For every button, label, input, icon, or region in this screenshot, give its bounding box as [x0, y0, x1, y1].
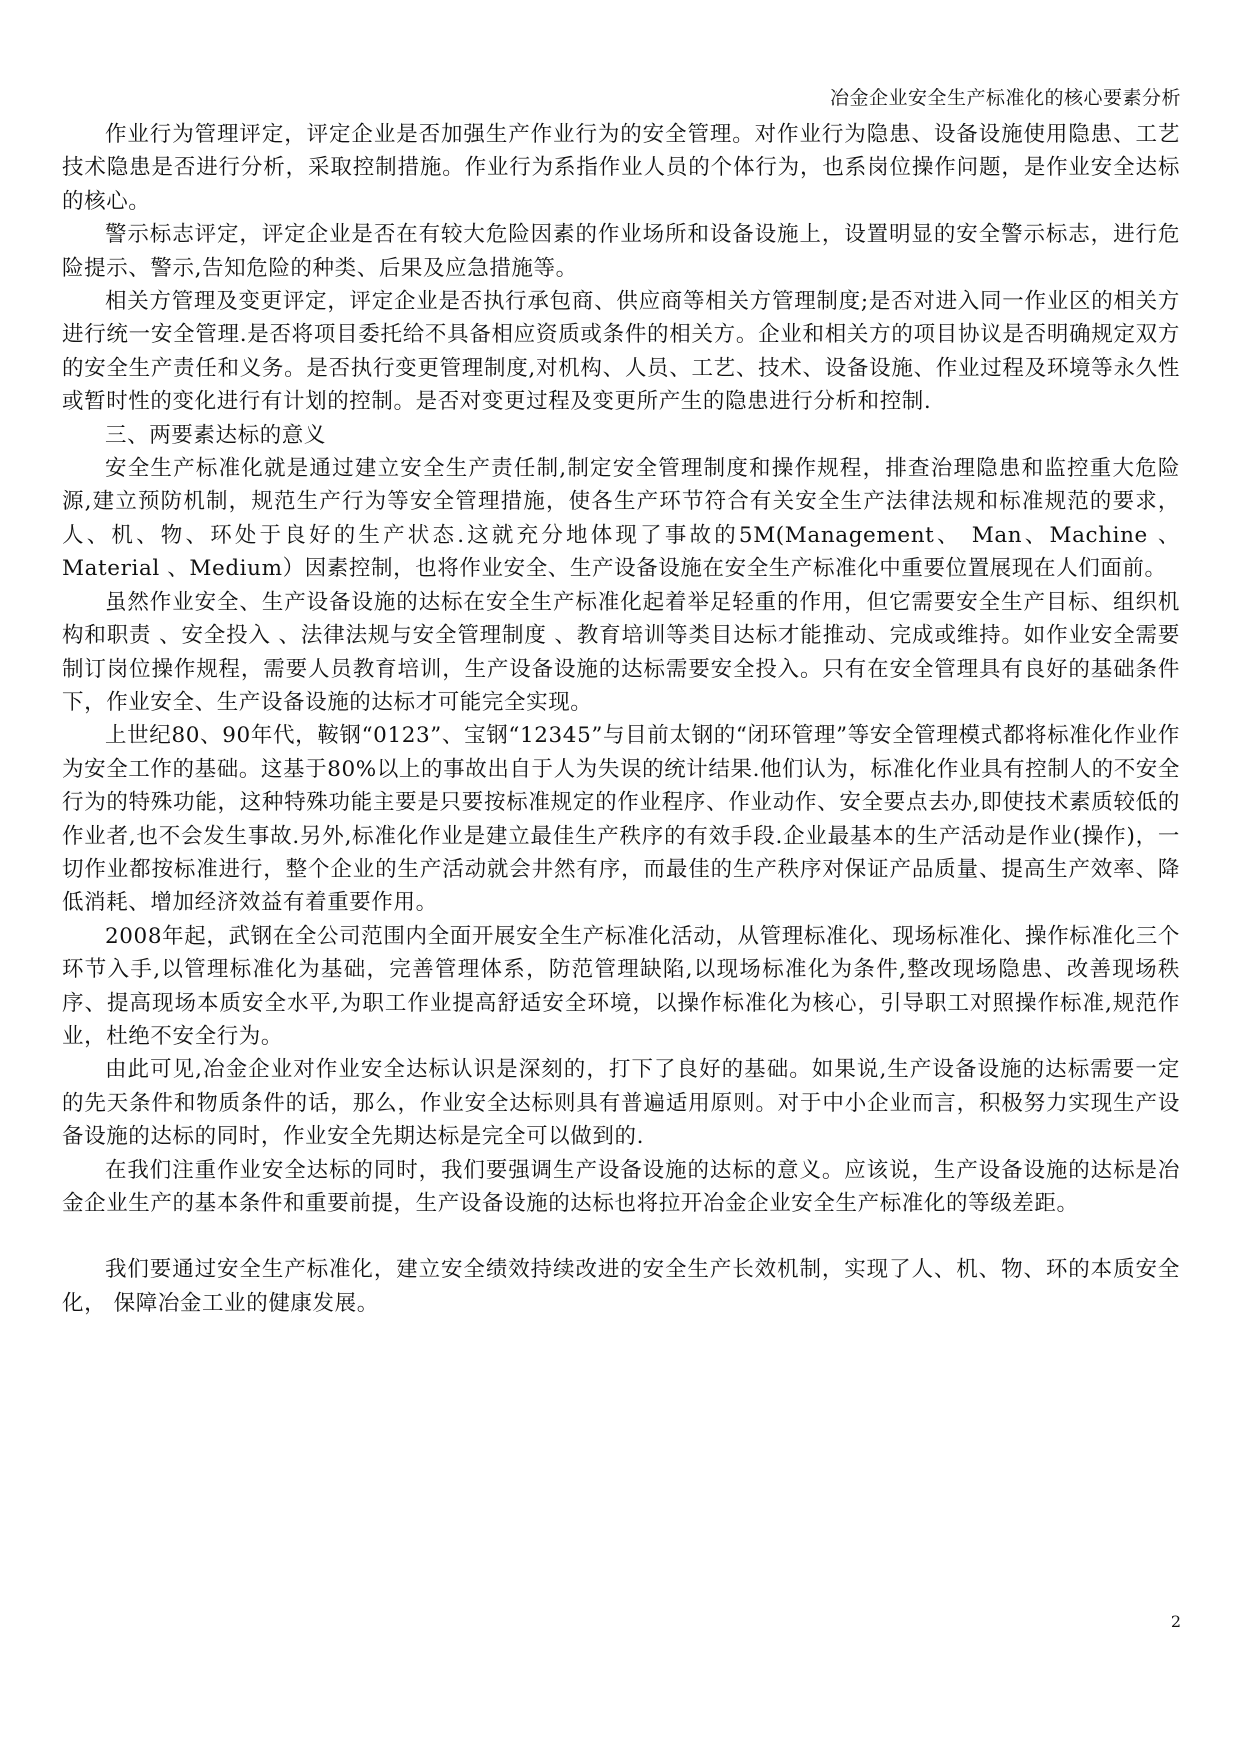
paragraph-history: 上世纪80、90年代，鞍钢“0123”、宝钢“12345”与目前太钢的“闭环管理”等安全管理模式都将标准化作业作为安全工作的基础。这基于80%以上的事故出自于人为失误的统计结果.他们认为，标准化作业具有控制人的不安全行为的特殊功能，这种特殊功能主要是只要按标准规定的作业程序、作业动作、安全要点去办,即使技术素质较低的作业者,也不会发生事故.另外,标准化作业是建立最佳生产秩序的有效手段.企业最基本的生产活动是作业(操作)，一切作业都按标准进行，整个企业的生产活动就会井然有序，而最佳的生产秩序对保证产品质量、提高生产效率、降低消耗、增加经济效益有着重要作用。 — [62, 723, 1180, 916]
paragraph-standardization: 安全生产标准化就是通过建立安全生产责任制,制定安全管理制度和操作规程，排查治理隐患和监控重大危险源,建立预防机制，规范生产行为等安全管理措施，使各生产环节符合有关安全生产法律法规和标准规范的要求，人、机、物、环处于良好的生产状态.这就充分地体现了事故的5M(Management、 Man、Machine 、Material 、Medium）因素控制，也将作业安全、生产设备设施在安全生产标准化中重要位置展现在人们面前。 — [62, 456, 1180, 582]
page-number: 2 — [1170, 1612, 1181, 1631]
paragraph-operation-behavior: 作业行为管理评定，评定企业是否加强生产作业行为的安全管理。对作业行为隐患、设备设施使用隐患、工艺技术隐患是否进行分析，采取控制措施。作业行为系指作业人员的个体行为，也系岗位操作问题，是作业安全达标的核心。 — [62, 122, 1180, 214]
paragraph-requirements: 虽然作业安全、生产设备设施的达标在安全生产标准化起着举足轻重的作用，但它需要安全生产目标、组织机构和职责 、安全投入 、法律法规与安全管理制度 、教育培训等类目达标才能推动、完成或维持。如作业安全需要制订岗位操作规程，需要人员教育培训，生产设备设施的达标需要安全投入。只有在安全管理具有良好的基础条件下，作业安全、生产设备设施的达标才可能完全实现。 — [62, 589, 1180, 715]
paragraph-closing: 我们要通过安全生产标准化，建立安全绩效持续改进的安全生产长效机制，实现了人、机、物、环的本质安全化， 保障冶金工业的健康发展。 — [62, 1257, 1180, 1316]
paragraph-wisco: 2008年起，武钢在全公司范围内全面开展安全生产标准化活动，从管理标准化、现场标准化、操作标准化三个环节入手,以管理标准化为基础，完善管理体系，防范管理缺陷,以现场标准化为条件,整改现场隐患、改善现场秩序、提高现场本质安全水平,为职工作业提高舒适安全环境，以操作标准化为核心，引导职工对照操作标准,规范作业，杜绝不安全行为。 — [62, 923, 1180, 1049]
section-heading: 三、两要素达标的意义 — [105, 422, 327, 448]
running-header: 冶金企业安全生产标准化的核心要素分析 — [829, 87, 1181, 109]
paragraph-warning-signs: 警示标志评定，评定企业是否在有较大危险因素的作业场所和设备设施上，设置明显的安全警示标志，进行危险提示、警示,告知危险的种类、后果及应急措施等。 — [62, 222, 1180, 281]
body-text — [62, 118, 1180, 1320]
paragraph-related-parties: 相关方管理及变更评定，评定企业是否执行承包商、供应商等相关方管理制度;是否对进入同一作业区的相关方进行统一安全管理.是否将项目委托给不具备相应资质或条件的相关方。企业和相关方的项目协议是否明确规定双方的安全生产责任和义务。是否执行变更管理制度,对机构、人员、工艺、技术、设备设施、作业过程及环境等永久性或暂时性的变化进行有计划的控制。是否对变更过程及变更所产生的隐患进行分析和控制. — [62, 289, 1180, 415]
paragraph-emphasis: 在我们注重作业安全达标的同时，我们要强调生产设备设施的达标的意义。应该说，生产设备设施的达标是冶金企业生产的基本条件和重要前提，生产设备设施的达标也将拉开冶金企业安全生产标准化的等级差距。 — [62, 1157, 1180, 1216]
paragraph-conclusion: 由此可见,冶金企业对作业安全达标认识是深刻的，打下了良好的基础。如果说,生产设备设施的达标需要一定的先天条件和物质条件的话，那么，作业安全达标则具有普遍适用原则。对于中小企业而言，积极努力实现生产设备设施的达标的同时，作业安全先期达标是完全可以做到的. — [62, 1057, 1180, 1150]
